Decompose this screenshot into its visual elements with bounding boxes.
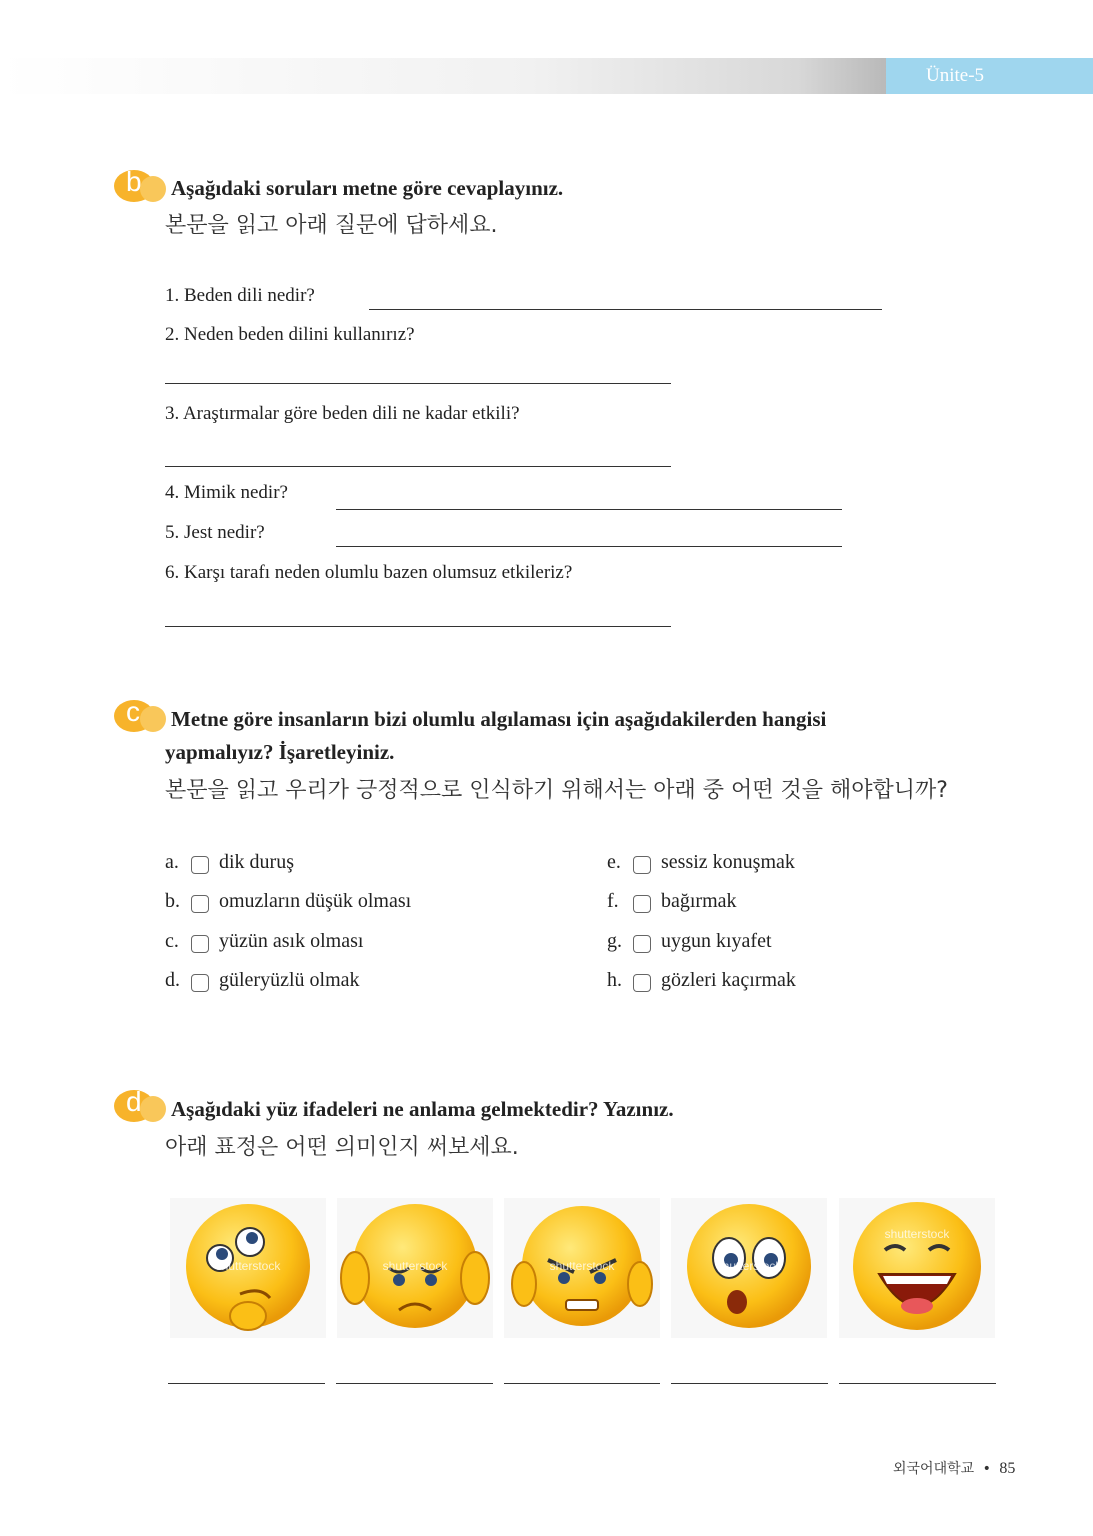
section-d-letter: d (126, 1086, 142, 1117)
option-text: sessiz konuşmak (661, 851, 795, 873)
section-d-badge (114, 1086, 166, 1124)
option-letter: h. (607, 969, 622, 991)
option-text: gözleri kaçırmak (661, 969, 796, 991)
page-number: 85 (999, 1460, 1016, 1477)
answer-line-4[interactable] (336, 509, 842, 510)
face-answer-line-4[interactable] (671, 1383, 828, 1384)
watermark: shutterstock (215, 1259, 281, 1273)
question-6: 6. Karşı tarafı neden olumlu bazen olumsuz etkileriz? (165, 562, 573, 583)
footer-school: 외국어대학교 (893, 1461, 975, 1477)
answer-line-1[interactable] (369, 309, 882, 310)
checkbox[interactable] (633, 895, 651, 913)
option-text: dik duruş (219, 851, 294, 873)
face-answer-line-5[interactable] (839, 1383, 996, 1384)
thinking-face-icon (170, 1198, 326, 1338)
option-letter: d. (165, 969, 180, 991)
answer-line-2[interactable] (165, 383, 671, 384)
section-c-title-line1: Metne göre insanların bizi olumlu algılaması için aşağıdakilerden hangisi (171, 707, 827, 731)
watermark: shutterstock (884, 1227, 950, 1241)
option-g[interactable] (607, 930, 772, 953)
answer-line-6[interactable] (165, 626, 671, 627)
checkbox[interactable] (191, 856, 209, 874)
header-bar (0, 58, 886, 94)
option-text: omuzların düşük olması (219, 890, 412, 912)
section-c-title-line2: yapmalıyız? İşaretleyiniz. (165, 740, 395, 764)
footer-separator: • (982, 1461, 991, 1477)
question-1: 1. Beden dili nedir? (165, 285, 315, 306)
section-d-subtitle: 아래 표정은 어떤 의미인지 써보세요. (165, 1135, 519, 1160)
laughing-face-icon (839, 1198, 995, 1338)
option-text: güleryüzlü olmak (219, 969, 360, 991)
question-4: 4. Mimik nedir? (165, 482, 288, 503)
option-letter: e. (607, 851, 621, 873)
checkbox[interactable] (633, 974, 651, 992)
face-answer-line-3[interactable] (504, 1383, 660, 1384)
checkbox[interactable] (633, 935, 651, 953)
option-letter: b. (165, 890, 180, 912)
checkbox[interactable] (633, 856, 651, 874)
section-b-badge (114, 166, 166, 204)
option-text: uygun kıyafet (661, 930, 772, 952)
surprised-face-icon (671, 1198, 827, 1338)
watermark: shutterstock (716, 1259, 782, 1273)
section-b-title: Aşağıdaki soruları metne göre cevaplayınız. (171, 176, 564, 200)
option-f[interactable] (607, 890, 737, 913)
option-a[interactable] (165, 851, 294, 874)
option-e[interactable] (607, 851, 795, 874)
option-letter: c. (165, 930, 179, 952)
unit-label: Ünite-5 (886, 58, 1093, 94)
face-answer-line-1[interactable] (168, 1383, 325, 1384)
option-letter: g. (607, 930, 622, 952)
section-b-letter: b (126, 166, 142, 197)
option-letter: f. (607, 890, 619, 912)
face-answer-line-2[interactable] (336, 1383, 493, 1384)
question-2: 2. Neden beden dilini kullanırız? (165, 324, 415, 345)
watermark: shutterstock (549, 1259, 615, 1273)
angry-face-icon (504, 1198, 660, 1338)
question-3: 3. Araştırmalar göre beden dili ne kadar etkili? (165, 403, 520, 424)
section-c-subtitle: 본문을 읽고 우리가 긍정적으로 인식하기 위해서는 아래 중 어떤 것을 해야합니까? (165, 778, 948, 803)
section-d-title: Aşağıdaki yüz ifadeleri ne anlama gelmektedir? Yazınız. (171, 1097, 674, 1121)
checkbox[interactable] (191, 974, 209, 992)
option-letter: a. (165, 851, 179, 873)
answer-line-5[interactable] (336, 546, 842, 547)
answer-line-3[interactable] (165, 466, 671, 467)
option-h[interactable] (607, 969, 796, 992)
watermark: shutterstock (382, 1259, 448, 1273)
option-c[interactable] (165, 930, 363, 953)
section-c-letter: c (126, 696, 140, 727)
page-footer (893, 1458, 1015, 1478)
option-text: bağırmak (661, 890, 737, 912)
option-d[interactable] (165, 969, 360, 992)
option-b[interactable] (165, 890, 411, 913)
checkbox[interactable] (191, 895, 209, 913)
question-5: 5. Jest nedir? (165, 522, 265, 543)
section-c-badge (114, 696, 166, 734)
option-text: yüzün asık olması (219, 930, 364, 952)
checkbox[interactable] (191, 935, 209, 953)
sad-face-icon (337, 1198, 493, 1338)
section-b-subtitle: 본문을 읽고 아래 질문에 답하세요. (165, 213, 498, 238)
